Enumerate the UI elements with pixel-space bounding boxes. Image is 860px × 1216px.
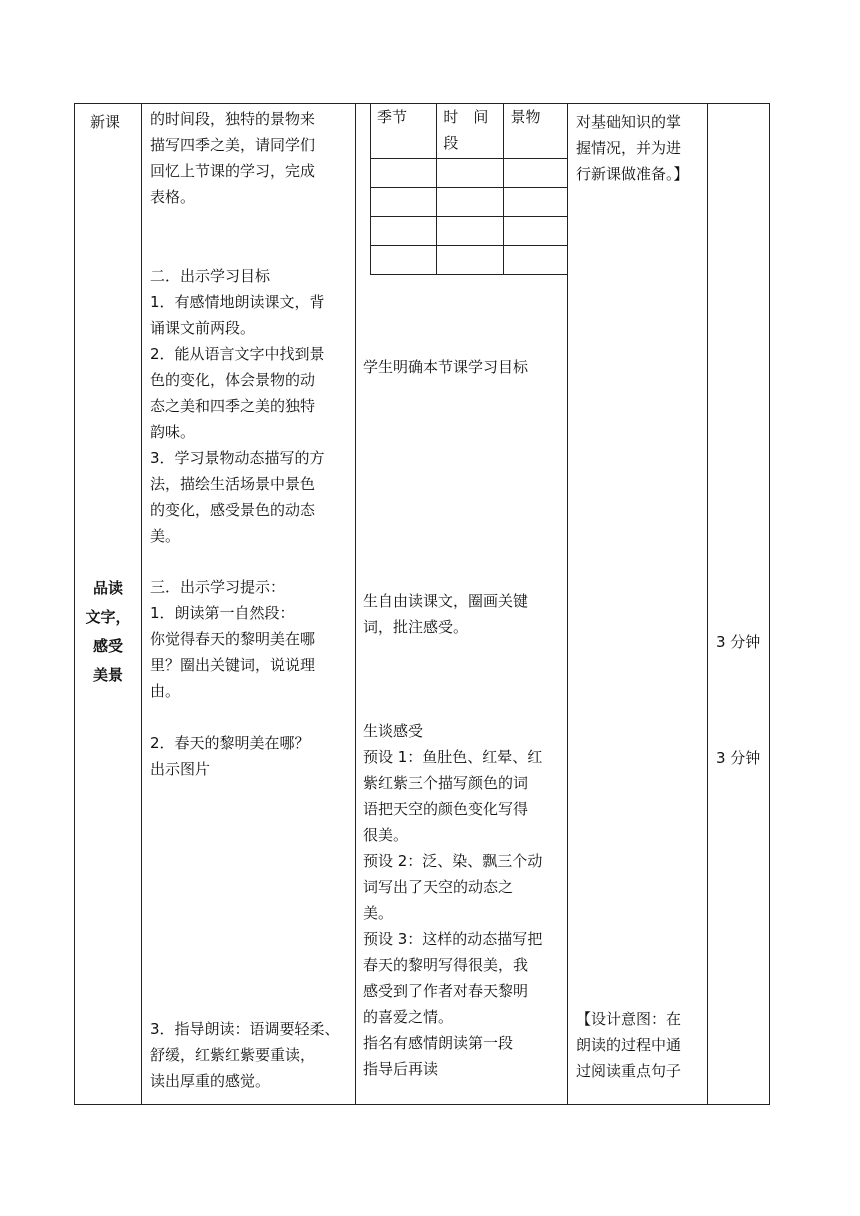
text-line: 生自由读课文，圈画关键	[363, 592, 529, 610]
scenery-header: 景物	[504, 104, 568, 159]
text-line: 【设计意图：在	[576, 1010, 682, 1028]
text-line: 法，描绘生活场景中景色	[150, 475, 316, 493]
text-line: 感受到了作者对春天黎明	[363, 982, 529, 1000]
table-cell[interactable]	[504, 217, 568, 246]
text-line: 的变化，感受景色的动态	[150, 501, 316, 519]
text-line: 色的变化，体会景物的动	[150, 371, 316, 389]
text-line: 3．学习景物动态描写的方	[150, 449, 325, 467]
tips-block	[150, 574, 350, 704]
text-line: 美。	[363, 904, 394, 922]
text-line: 你觉得春天的黎明美在哪	[150, 630, 316, 648]
text-line: 1．朗读第一自然段：	[150, 604, 295, 622]
time-header	[437, 104, 504, 159]
student-talk	[363, 718, 563, 1082]
table-cell[interactable]	[371, 188, 437, 217]
read-note	[363, 588, 563, 640]
text-line: 朗读的过程中通	[576, 1036, 682, 1054]
text-line: 读出厚重的感觉。	[150, 1072, 271, 1090]
text-line: 紫红紫三个描写颜色的词	[363, 774, 529, 792]
intro-text	[150, 106, 350, 210]
section-label-line: 美景	[92, 666, 123, 684]
text-line: 指名有感情朗读第一段	[363, 1034, 514, 1052]
text-line: 春天的黎明写得很美，我	[363, 956, 529, 974]
section-label	[78, 574, 138, 690]
table-cell[interactable]	[437, 246, 504, 275]
design-note-top	[576, 109, 704, 187]
table-cell[interactable]	[371, 217, 437, 246]
text-line: 词写出了天空的动态之	[363, 878, 514, 896]
text-line: 美。	[150, 527, 181, 545]
header-line: 段	[443, 134, 459, 152]
section-label-line: 品读	[92, 579, 123, 597]
text-line: 表格。	[150, 188, 196, 206]
tip3-block	[150, 1016, 355, 1094]
text-line: 对基础知识的掌	[576, 113, 682, 131]
text-line: 词，批注感受。	[363, 618, 469, 636]
text-line: 过阅读重点句子	[576, 1062, 682, 1080]
section-label-line: 文字，	[85, 608, 131, 626]
text-line: 1．有感情地朗读课文，背	[150, 293, 325, 311]
text-line: 预设 1：鱼肚色、红晕、红	[363, 748, 543, 766]
season-header: 季节	[371, 104, 437, 159]
goals-title: 二．出示学习目标	[150, 267, 271, 285]
table-cell[interactable]	[504, 188, 568, 217]
text-line: 的喜爱之情。	[363, 1008, 454, 1026]
text-line: 回忆上节课的学习，完成	[150, 162, 316, 180]
text-line: 描写四季之美，请同学们	[150, 136, 316, 154]
text-line: 3．指导朗读：语调要轻柔、	[150, 1020, 340, 1038]
goal-note: 学生明确本节课学习目标	[363, 358, 529, 376]
header-line: 时 间	[443, 108, 489, 126]
text-line: 语把天空的颜色变化写得	[363, 800, 529, 818]
table-cell[interactable]	[371, 159, 437, 188]
column-divider	[707, 103, 708, 1105]
table-cell[interactable]	[504, 246, 568, 275]
design-intent	[576, 1006, 704, 1084]
table-cell[interactable]	[437, 188, 504, 217]
text-line: 态之美和四季之美的独特	[150, 397, 316, 415]
text-line: 生谈感受	[363, 722, 424, 740]
table-cell[interactable]	[437, 217, 504, 246]
text-line: 舒缓，红紫红紫要重读，	[150, 1046, 316, 1064]
text-line: 的时间段，独特的景物来	[150, 110, 316, 128]
text-line: 由。	[150, 682, 181, 700]
column-divider	[355, 103, 356, 1105]
time-allocation: 3 分钟	[716, 749, 761, 767]
text-line: 指导后再读	[363, 1060, 439, 1078]
tip2-block	[150, 730, 350, 782]
text-line: 2．能从语言文字中找到景	[150, 345, 325, 363]
tips-title: 三．出示学习提示：	[150, 578, 286, 596]
column-divider	[141, 103, 142, 1105]
text-line: 出示图片	[150, 760, 211, 778]
text-line: 握情况，并为进	[576, 139, 682, 157]
stage-label: 新课	[90, 113, 121, 131]
season-table	[370, 103, 568, 275]
text-line: 行新课做准备。】	[576, 165, 689, 183]
time-allocation: 3 分钟	[716, 633, 761, 651]
table-cell[interactable]	[504, 159, 568, 188]
text-line: 很美。	[363, 826, 409, 844]
text-line: 韵味。	[150, 423, 196, 441]
text-line: 预设 3：这样的动态描写把	[363, 930, 543, 948]
text-line: 里？圈出关键词，说说理	[150, 656, 316, 674]
section-label-line: 感受	[92, 637, 123, 655]
table-cell[interactable]	[437, 159, 504, 188]
table-cell[interactable]	[371, 246, 437, 275]
text-line: 诵课文前两段。	[150, 319, 256, 337]
text-line: 预设 2：泛、染、飘三个动	[363, 852, 543, 870]
text-line: 2．春天的黎明美在哪？	[150, 734, 310, 752]
goals-block	[150, 263, 350, 549]
